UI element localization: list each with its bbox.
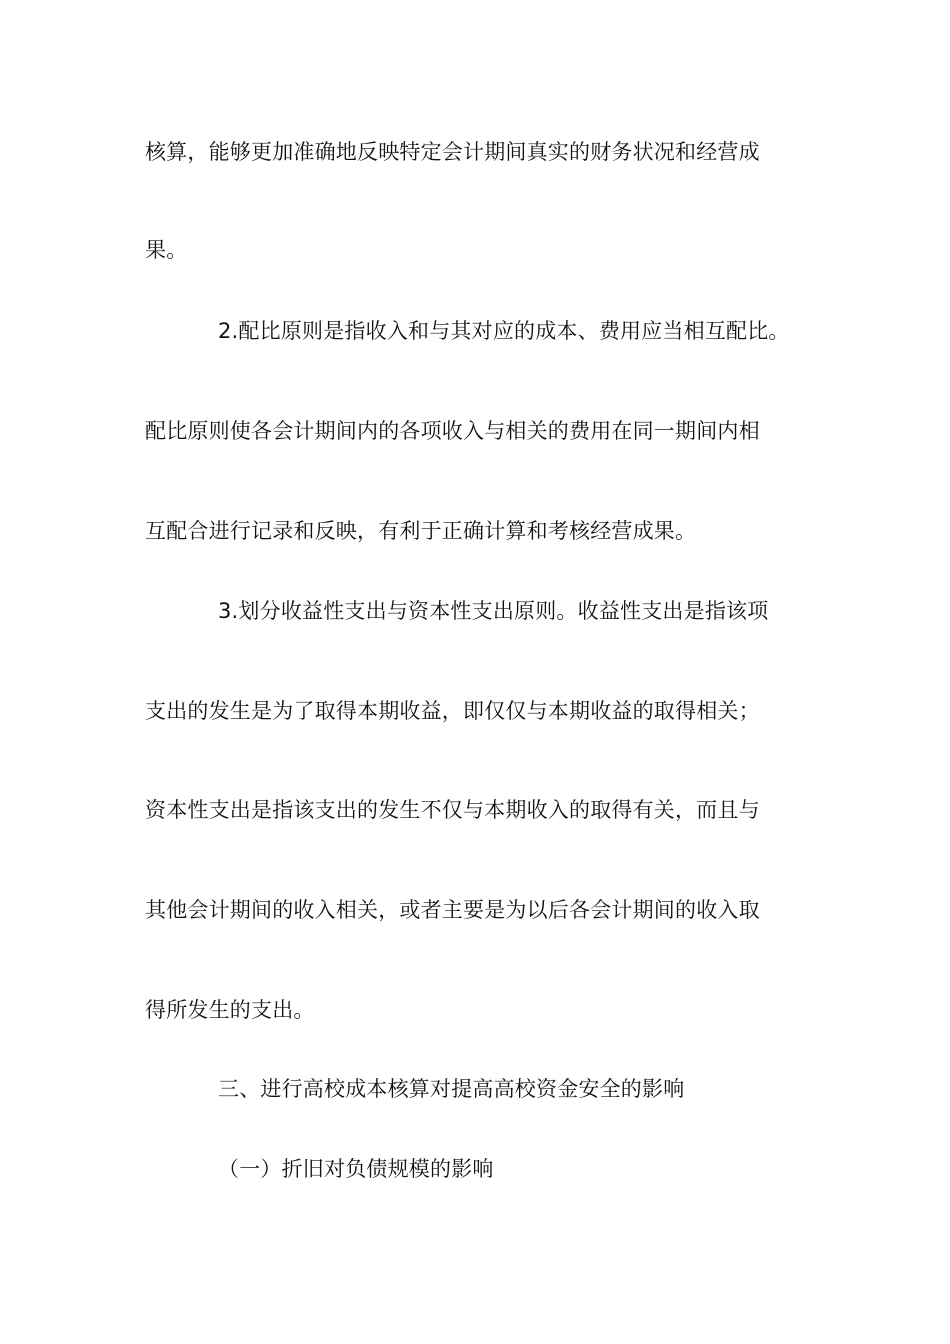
paragraph-line-4: 配比原则使各会计期间内的各项收入与相关的费用在同一期间内相 [145, 419, 760, 443]
paragraph-line-8: 资本性支出是指该支出的发生不仅与本期收入的取得有关，而且与 [145, 798, 760, 822]
paragraph-line-10: 得所发生的支出。 [145, 998, 315, 1022]
subsection-heading: （一）折旧对负债规模的影响 [218, 1157, 494, 1181]
paragraph-line-6: 3.划分收益性支出与资本性支出原则。收益性支出是指该项 [218, 599, 769, 623]
paragraph-line-7: 支出的发生是为了取得本期收益，即仅仅与本期收益的取得相关； [145, 699, 760, 723]
section-heading: 三、进行高校成本核算对提高高校资金安全的影响 [218, 1077, 685, 1101]
paragraph-line-5: 互配合进行记录和反映，有利于正确计算和考核经营成果。 [145, 519, 697, 543]
paragraph-line-1: 核算，能够更加准确地反映特定会计期间真实的财务状况和经营成 [145, 140, 760, 164]
paragraph-line-3: 2.配比原则是指收入和与其对应的成本、费用应当相互配比。 [218, 319, 790, 343]
paragraph-line-2: 果。 [145, 238, 188, 262]
paragraph-line-9: 其他会计期间的收入相关，或者主要是为以后各会计期间的收入取 [145, 898, 760, 922]
